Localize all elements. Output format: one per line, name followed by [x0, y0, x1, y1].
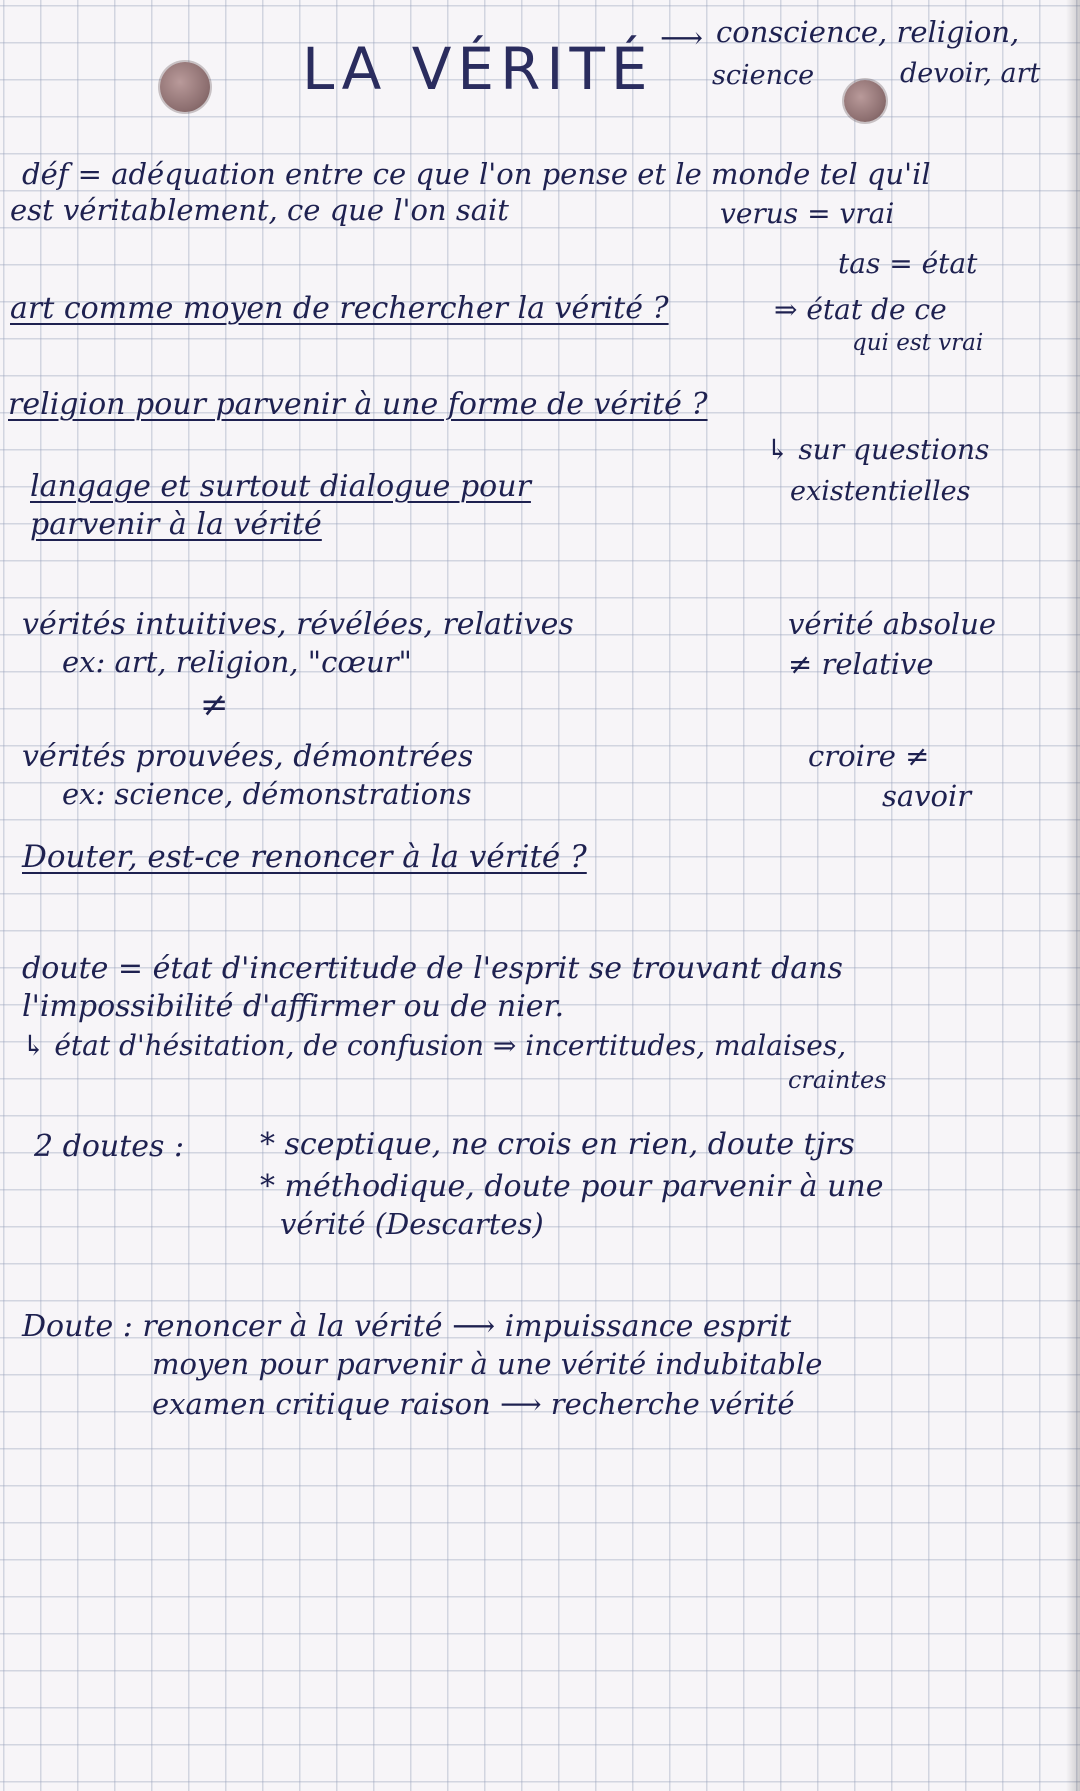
related-topics-line1: conscience, religion,	[716, 15, 1020, 49]
verites-prouvees-examples: ex: science, démonstrations	[62, 777, 472, 811]
verites-prouvees: vérités prouvées, démontrées	[22, 739, 474, 774]
definition-line1: déf = adéquation entre ce que l'on pense et le monde tel qu'il	[22, 157, 931, 191]
doute-sceptique: * sceptique, ne crois en rien, doute tjrs	[260, 1127, 855, 1162]
etat-note-line1: ⇒ état de ce	[774, 293, 947, 326]
croire-line2: savoir	[882, 779, 972, 813]
verite-absolue-line2: ≠ relative	[788, 647, 934, 681]
binder-hole-right	[844, 80, 886, 122]
doute-methodique-line1: * méthodique, doute pour parvenir à une	[260, 1169, 884, 1204]
etymology-verus: verus = vrai	[720, 197, 895, 230]
etymology-tas: tas = état	[838, 247, 978, 280]
verites-intuitives: vérités intuitives, révélées, relatives	[22, 607, 574, 642]
langage-line1: langage et surtout dialogue pour	[30, 469, 531, 504]
doute-conclusion-line2: moyen pour parvenir à une vérité indubitable	[152, 1347, 823, 1381]
doute-conclusion-line1: Doute : renoncer à la vérité ⟶ impuissance esprit	[22, 1309, 792, 1344]
page-title: LA VÉRITÉ	[302, 35, 654, 103]
definition-line2: est véritablement, ce que l'on sait	[10, 193, 509, 227]
doute-etat-line1: ↳ état d'hésitation, de confusion ⇒ incertitudes, malaises,	[22, 1029, 847, 1062]
related-topics-devoir-art: devoir, art	[900, 58, 1041, 89]
croire-line1: croire ≠	[808, 739, 930, 773]
doute-definition-line1: doute = état d'incertitude de l'esprit se trouvant dans	[22, 951, 843, 986]
religion-question: religion pour parvenir à une forme de vérité ?	[8, 387, 708, 422]
douter-question: Douter, est-ce renoncer à la vérité ?	[22, 839, 587, 875]
doute-etat-line2: craintes	[788, 1066, 887, 1094]
verites-intuitives-examples: ex: art, religion, "cœur"	[62, 645, 412, 679]
doute-definition-line2: l'impossibilité d'affirmer ou de nier.	[22, 989, 565, 1024]
binder-hole-left	[160, 62, 210, 112]
existential-note-line1: ↳ sur questions	[766, 433, 990, 466]
art-question: art comme moyen de rechercher la vérité ?	[10, 291, 669, 326]
doute-conclusion-line3: examen critique raison ⟶ recherche vérité	[152, 1387, 795, 1421]
existential-note-line2: existentielles	[790, 476, 971, 507]
not-equal-symbol: ≠	[200, 685, 229, 725]
deux-doutes-label: 2 doutes :	[34, 1129, 185, 1164]
related-topics-science: science	[712, 60, 815, 91]
etat-note-line2: qui est vrai	[852, 330, 984, 356]
paper-edge-shadow	[1066, 0, 1080, 1791]
title-arrow: ⟶	[660, 21, 704, 56]
doute-methodique-line2: vérité (Descartes)	[280, 1207, 544, 1241]
langage-line2: parvenir à la vérité	[30, 507, 322, 542]
verite-absolue-line1: vérité absolue	[788, 607, 997, 641]
